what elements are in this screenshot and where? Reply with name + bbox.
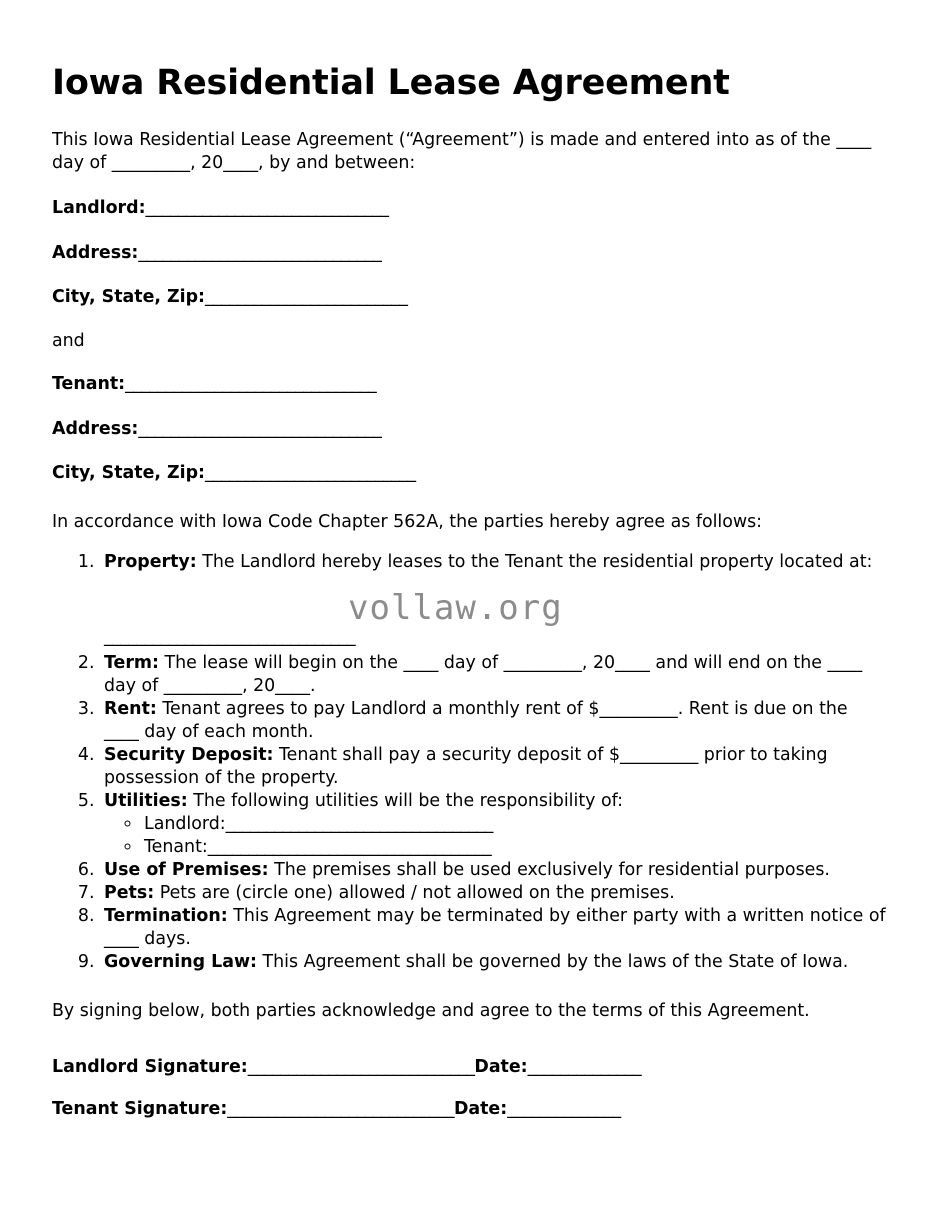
signature-blank-tenant[interactable]: ____________________________ [227,1098,454,1119]
closing-paragraph: By signing below, both parties acknowledge and agree to the terms of this Agreement. [52,1000,810,1021]
date-blank-tenant[interactable]: ______________ [507,1098,621,1119]
field-blank-tenant-city-state-zip[interactable]: __________________________ [205,463,416,484]
field-row-landlord-city-state-zip [52,286,886,309]
term-text-pets: Pets are (circle one) allowed / not allowed on the premises. [154,882,675,903]
field-blank-tenant[interactable]: _______________________________ [125,374,377,395]
term-label-termination: Termination: [104,905,228,926]
term-text-use-of-premises: The premises shall be used exclusively for residential purposes. [268,859,830,880]
term-label-governing-law: Governing Law: [104,951,257,972]
term-label-rent: Rent: [104,699,157,720]
term-item-security-deposit [100,744,886,790]
field-row-tenant-city-state-zip [52,462,886,485]
signature-block [52,1057,886,1119]
term-text-utilities: The following utilities will be the responsibility of: [187,791,623,812]
term-item-pets [100,882,886,905]
term-item-utilities [100,790,886,859]
term-label-utilities: Utilities: [104,791,188,812]
field-label-tenant-address: Address: [52,418,139,439]
accordance-paragraph: In accordance with Iowa Code Chapter 562A, the parties hereby agree as follows: [52,511,763,532]
term-text-property: The Landlord hereby leases to the Tenant the residential property located at: [196,552,873,573]
field-label-landlord: Landlord: [52,198,146,219]
field-blank-utilities-landlord[interactable]: _________________________________ [225,814,493,835]
page-title: Iowa Residential Lease Agreement [52,63,730,103]
field-blank-landlord[interactable]: ______________________________ [145,198,389,219]
field-label-landlord-address: Address: [52,242,139,263]
field-label-tenant-city-state-zip: City, State, Zip: [52,463,205,484]
utilities-sub-landlord [142,813,886,836]
term-label-term: Term: [104,653,159,674]
and-connector: and [52,331,85,352]
term-text-term: The lease will begin on the ____ day of _________, 20____ and will end on the ____ day of _________, 20____. [104,653,863,697]
field-row-tenant-name [52,373,886,396]
term-text-rent: Tenant agrees to pay Landlord a monthly rent of $_________. Rent is due on the ____ day of each month. [104,699,848,743]
property-blank-row [104,626,886,652]
term-item-use-of-premises [100,859,886,882]
signature-row-landlord [52,1057,886,1077]
watermark-vollaw: vollaw.org [348,588,563,628]
signature-label-tenant: Tenant Signature: [52,1098,228,1119]
property-spacer [104,574,886,626]
field-blank-landlord-city-state-zip[interactable]: _________________________ [205,287,408,308]
field-row-landlord-address [52,242,886,265]
term-label-pets: Pets: [104,882,155,903]
term-item-property [100,551,886,652]
field-label-tenant: Tenant: [52,374,126,395]
term-label-security-deposit: Security Deposit: [104,745,274,766]
signature-row-tenant [52,1099,886,1119]
field-row-landlord-name [52,197,886,220]
date-label-landlord: Date: [474,1056,528,1077]
field-row-tenant-address [52,418,886,441]
term-item-term [100,652,886,698]
term-text-security-deposit: Tenant shall pay a security deposit of $_________ prior to taking possession of the property. [104,745,828,789]
term-item-termination [100,905,886,951]
field-blank-utilities-tenant[interactable]: ___________________________________ [207,837,492,858]
field-blank-tenant-address[interactable]: ______________________________ [138,418,382,439]
utilities-label-tenant: Tenant: [144,837,208,858]
utilities-label-landlord: Landlord: [144,814,226,835]
utilities-sub-tenant [142,836,886,859]
term-item-rent [100,698,886,744]
term-text-termination: This Agreement may be terminated by either party with a written notice of ____ days. [104,905,886,949]
signature-label-landlord: Landlord Signature: [52,1056,248,1077]
term-text-governing-law: This Agreement shall be governed by the laws of the State of Iowa. [257,951,849,972]
utilities-sublist [104,813,886,859]
field-blank-property-address[interactable]: _______________________________ [104,627,355,648]
signature-blank-landlord[interactable]: ____________________________ [247,1056,475,1077]
term-item-governing-law [100,951,886,974]
date-label-tenant: Date: [453,1098,508,1119]
term-label-property: Property: [104,552,197,573]
intro-paragraph: This Iowa Residential Lease Agreement (“Agreement”) is made and entered into as of the ____ day of _________, 20____, by and between: [52,130,872,174]
field-blank-landlord-address[interactable]: ______________________________ [138,242,382,263]
terms-list [52,551,886,974]
field-label-landlord-city-state-zip: City, State, Zip: [52,287,205,308]
date-blank-landlord[interactable]: ______________ [527,1056,641,1077]
document-body [52,55,886,1119]
term-label-use-of-premises: Use of Premises: [104,859,269,880]
